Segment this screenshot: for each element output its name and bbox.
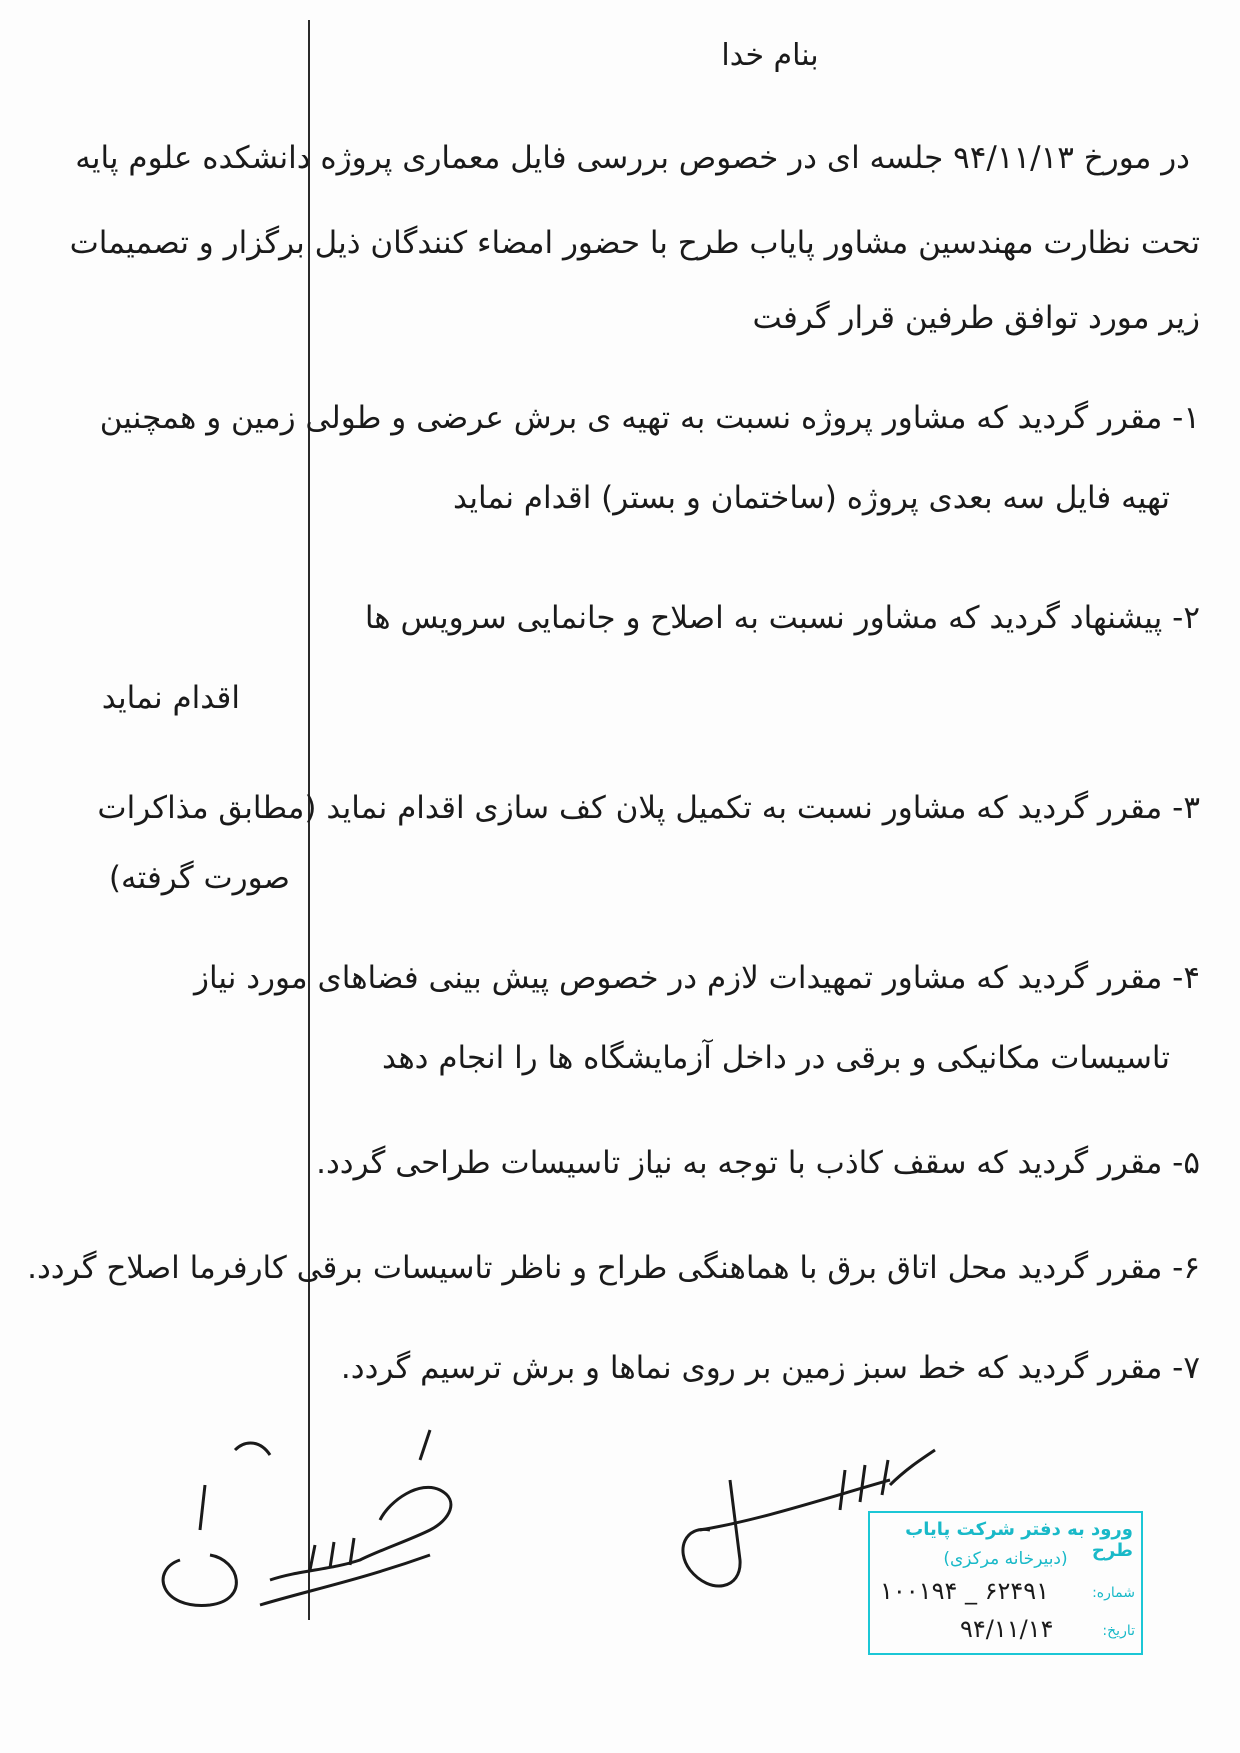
stamp-number-value: ۱۰۰۱۹۴ _ ۶۲۴۹۱ [880,1577,1050,1605]
item-4-line-1: ۴- مقرر گردید که مشاور تمهیدات لازم در خصوص پیش بینی فضاهای مورد نیاز [194,960,1200,996]
item-1-line-1: ۱- مقرر گردید که مشاور پروژه نسبت به تهیه ی برش عرضی و طولی زمین و همچنین [99,400,1200,436]
signature-left [130,1420,490,1620]
stamp-date-label: تاریخ: [1102,1623,1135,1639]
item-3-line-2: صورت گرفته) [108,860,290,896]
stamp-date-value: ۹۴/۱۱/۱۴ [960,1615,1054,1643]
item-2-line-1: ۲- پیشنهاد گردید که مشاور نسبت به اصلاح و جانمایی سرویس ها [364,600,1200,636]
intro-line-3: زیر مورد توافق طرفین قرار گرفت [752,300,1200,336]
item-1-line-2: تهیه فایل سه بعدی پروژه (ساختمان و بستر) اقدام نماید [453,480,1170,516]
item-7: ۷- مقرر گردید که خط سبز زمین بر روی نماها و برش ترسیم گردد. [340,1350,1200,1386]
stamp-title: ورود به دفتر شرکت پایاب طرح [905,1519,1133,1561]
document-heading: بنام خدا [721,38,819,73]
stamp-subtitle: (دبیرخانه مرکزی) [943,1549,1068,1569]
intro-line-2: تحت نظارت مهندسین مشاور پایاب طرح با حضور امضاء کنندگان ذیل برگزار و تصمیمات [69,225,1200,261]
item-3-line-1: ۳- مقرر گردید که مشاور نسبت به تکمیل پلان کف سازی اقدام نماید (مطابق مذاکرات [97,790,1200,826]
item-4-line-2: تاسیسات مکانیکی و برقی در داخل آزمایشگاه ها را انجام دهد [382,1040,1170,1076]
item-5: ۵- مقرر گردید که سقف کاذب با توجه به نیاز تاسیسات طراحی گردد. [316,1145,1200,1181]
stamp-number-label: شماره: [1092,1585,1135,1601]
registration-stamp [868,1511,1143,1655]
intro-line-1: در مورخ ۹۴/۱۱/۱۳ جلسه ای در خصوص بررسی فایل معماری پروژه دانشکده علوم پایه [75,140,1190,176]
item-2-line-2: اقدام نماید [101,680,240,716]
item-6: ۶- مقرر گردید محل اتاق برق با هماهنگی طراح و ناظر تاسیسات برقی کارفرما اصلاح گردد. [27,1250,1200,1286]
